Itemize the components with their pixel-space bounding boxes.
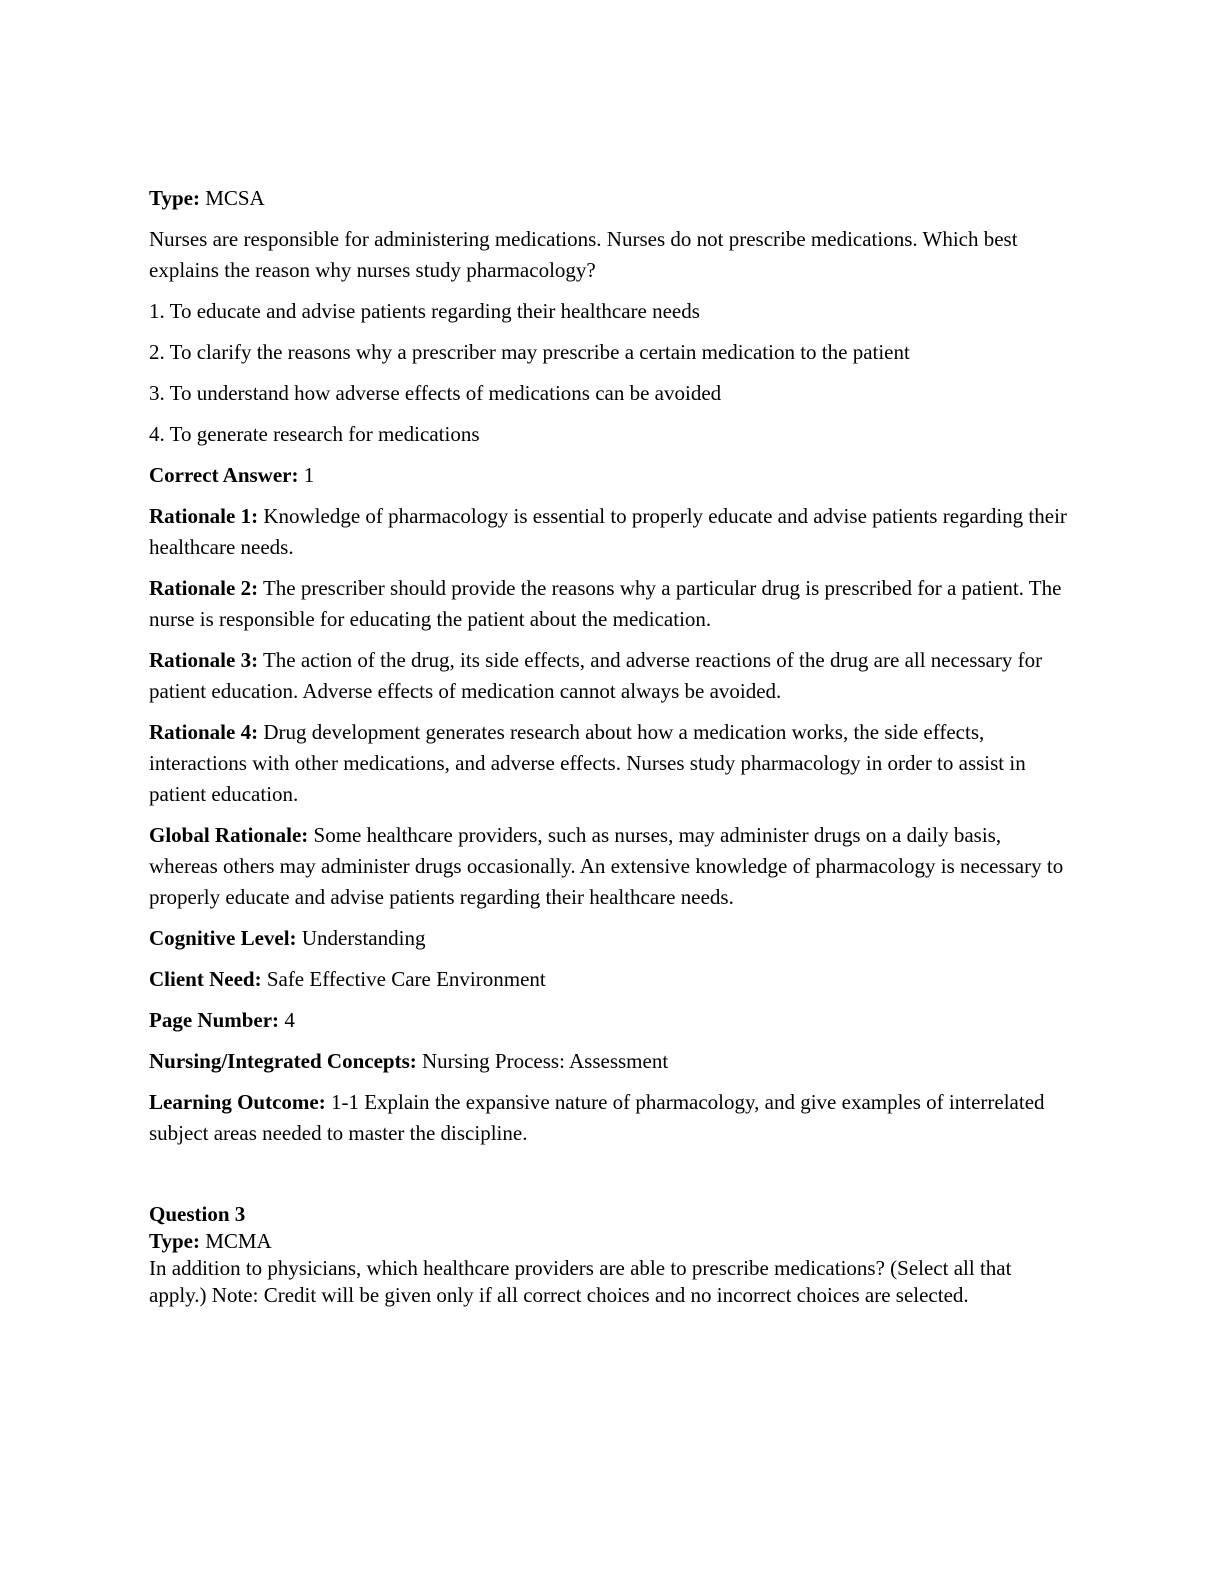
answer-option-4: 4. To generate research for medications	[149, 422, 480, 446]
answer-option-3: 3. To understand how adverse effects of medications can be avoided	[149, 381, 722, 405]
cognitive-level	[149, 923, 1069, 954]
rationale-4-label: Rationale 4:	[149, 720, 259, 744]
rationale-2	[149, 573, 1069, 635]
correct-answer-value: 1	[298, 463, 315, 487]
client-need-value: Safe Effective Care Environment	[261, 967, 546, 991]
page-number-value: 4	[279, 1008, 295, 1032]
question-3-type	[149, 1228, 1069, 1255]
learning-outcome-value: 1-1 Explain the expansive nature of pharmacology, and give examples of interrelated subject areas needed to master the discipline.	[149, 1090, 1045, 1145]
page-number	[149, 1005, 1069, 1036]
global-rationale-label: Global Rationale:	[149, 823, 309, 847]
rationale-3-label: Rationale 3:	[149, 648, 259, 672]
global-rationale	[149, 820, 1069, 913]
integrated-concepts-label: Nursing/Integrated Concepts:	[149, 1049, 417, 1073]
question-3-type-value: MCMA	[199, 1229, 272, 1253]
correct-answer	[149, 460, 1069, 491]
rationale-1	[149, 501, 1069, 563]
client-need	[149, 964, 1069, 995]
question-3-type-label: Type:	[149, 1229, 200, 1253]
correct-answer-label: Correct Answer:	[149, 463, 299, 487]
rationale-3-text: The action of the drug, its side effects, and adverse reactions of the drug are all necessary for patient education. Adverse effects of medication cannot always be avoided.	[149, 648, 1043, 703]
rationale-4-text: Drug development generates research about how a medication works, the side effects, interactions with other medications, and adverse effects. Nurses study pharmacology in order to assist in patient education.	[149, 720, 1026, 806]
rationale-1-text: Knowledge of pharmacology is essential to properly educate and advise patients regarding their healthcare needs.	[149, 504, 1067, 559]
rationale-1-label: Rationale 1:	[149, 504, 259, 528]
integrated-concepts-value: Nursing Process: Assessment	[416, 1049, 669, 1073]
rationale-3	[149, 645, 1069, 707]
question-type-value: MCSA	[199, 186, 265, 210]
integrated-concepts	[149, 1046, 1069, 1077]
question-3-heading: Question 3	[149, 1202, 246, 1226]
global-rationale-text: Some healthcare providers, such as nurses, may administer drugs on a daily basis, whereas others may administer drugs occasionally. An extensive knowledge of pharmacology is necessary to properly educate and advise patients regarding their healthcare needs.	[149, 823, 1064, 909]
learning-outcome-label: Learning Outcome:	[149, 1090, 326, 1114]
answer-option-2: 2. To clarify the reasons why a prescriber may prescribe a certain medication to the patient	[149, 340, 910, 364]
learning-outcome	[149, 1087, 1069, 1149]
section-spacer	[149, 1159, 1069, 1201]
rationale-2-label: Rationale 2:	[149, 576, 259, 600]
cognitive-level-label: Cognitive Level:	[149, 926, 297, 950]
rationale-4	[149, 717, 1069, 810]
page-number-label: Page Number:	[149, 1008, 280, 1032]
question-type	[149, 183, 1069, 214]
question-stem: Nurses are responsible for administering medications. Nurses do not prescribe medications. Which best explains the reason why nurses study pharmacology?	[149, 227, 1018, 282]
answer-option-1: 1. To educate and advise patients regarding their healthcare needs	[149, 299, 700, 323]
rationale-2-text: The prescriber should provide the reasons why a particular drug is prescribed for a patient. The nurse is responsible for educating the patient about the medication.	[149, 576, 1062, 631]
question-3-stem: In addition to physicians, which healthcare providers are able to prescribe medications? (Select all that apply.) Note: Credit will be given only if all correct choices and no incorrect choices are selected.	[149, 1256, 1012, 1307]
document-body	[149, 183, 1069, 1309]
cognitive-level-value: Understanding	[296, 926, 426, 950]
question-type-label: Type:	[149, 186, 200, 210]
client-need-label: Client Need:	[149, 967, 262, 991]
